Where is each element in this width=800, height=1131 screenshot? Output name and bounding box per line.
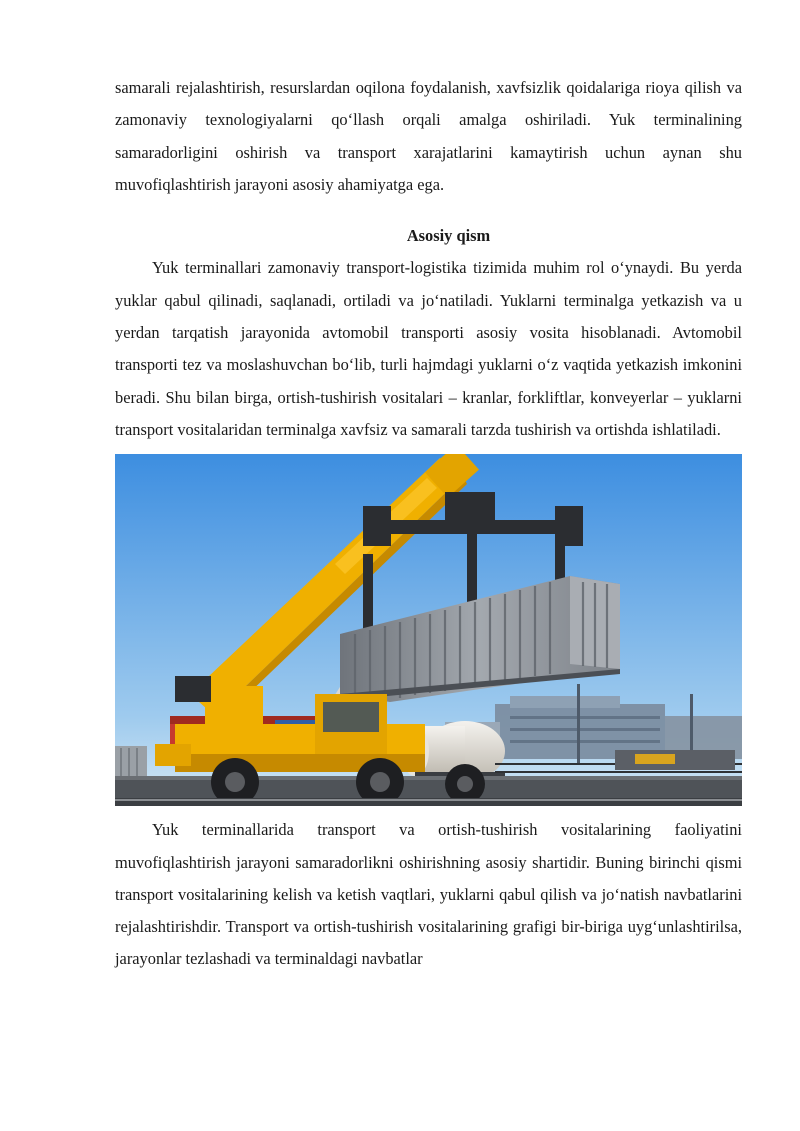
section-heading: Asosiy qism [406, 226, 491, 246]
body-paragraph: Yuk terminallari zamonaviy transport-logistika tizimida muhim rol o‘ynaydi. Bu yerda yuklar qabul qilinadi, saqlanadi, ortiladi va jo‘natiladi. Yuklarni terminalga yetkazish va u yerdan tarqatish jarayonida avtomobil transporti asosiy vosita hisoblanadi. Avtomobil transporti tez va moslashuvchan bo‘lib, turli hajmdagi yuklarni o‘z vaqtida yetkazish imkonini beradi. Shu bilan birga, ortish-tushirish vositalari – kranlar, forkliftlar, konveyerlar – yuklarni transport vositalaridan terminalga xavfsiz va samarali tarzda tushirish va ortishda ishlatiladi. [115, 258, 742, 439]
terminal-crane-photo [115, 454, 742, 806]
intro-paragraph: samarali rejalashtirish, resurslardan oqilona foydalanish, xavfsizlik qoidalariga rioya qilish va zamonaviy texnologiyalarni qo‘llash orqali amalga oshiriladi. Yuk terminalining samaradorligini oshirish va transport xarajatlarini kamaytirish uchun aynan shu muvofiqlashtirish jarayoni asosiy ahamiyatga ega. [115, 78, 742, 194]
document-page [115, 72, 742, 976]
body-paragraph-continued: Yuk terminallarida transport va ortish-tushirish vositalarining faoliyatini muvofiqlashtirish jarayoni samaradorlikni oshirishning asosiy shartidir. Buning birinchi qismi transport vositalarining kelish va ketish vaqtlari, yuklarni qabul qilish va jo‘natish navbatlarini rejalashtirishdir. Transport va ortish-tushirish vositalarining grafigi bir-biriga uyg‘unlashtirilsa, jarayonlar tezlashadi va terminaldagi navbatlar [115, 820, 742, 969]
crane-illustration [115, 454, 742, 806]
